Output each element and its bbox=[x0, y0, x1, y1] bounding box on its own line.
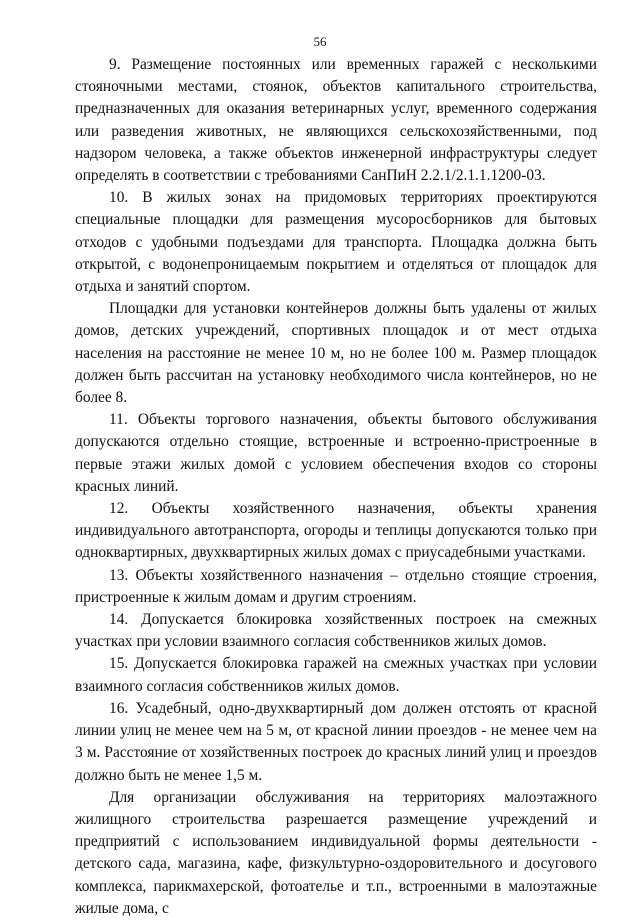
paragraph-item-12: 12. Объекты хозяйственного назначения, объекты хранения индивидуального автотранспорта, огороды и теплицы допускаются только при одноквартирных, двухквартирных жилых домах с приусадебными участками. bbox=[75, 500, 597, 562]
paragraph-item-11: 11. Объекты торгового назначения, объекты бытового обслуживания допускаются отдельно стоящие, встроенные и встроенно-пристроенные в первые этажи жилых домой с условием обеспечения входов со стороны красных линий. bbox=[75, 411, 597, 495]
paragraph-item-15: 15. Допускается блокировка гаражей на смежных участках при условии взаимного согласия собственников жилых домов. bbox=[75, 655, 597, 695]
paragraph-services: Для организации обслуживания на территориях малоэтажного жилищного строительства разрешается размещение учреждений и предприятий с использованием индивидуальной формы деятельности - детского сада, магазина, кафе, физкультурно-оздоровительного и досугового комплекса, парикмахерской, фотоателье и т.п., встроенными в малоэтажные жилые дома, с bbox=[75, 788, 597, 917]
paragraph-item-9: 9. Размещение постоянных или временных гаражей с несколькими стояночными местами, стоянок, объектов капитального строительства, предназначенных для оказания ветеринарных услуг, временного содержания или разведения животных, не являющихся сельскохозяйственными, под надзором человека, а также объектов инженерной инфраструктуры следует определять в соответствии с требованиями СанПиН 2.2.1/2.1.1.1200-03. bbox=[75, 56, 597, 185]
paragraph-containers: Площадки для установки контейнеров должны быть удалены от жилых домов, детских учреждений, спортивных площадок и от мест отдыха населения на расстояние не менее 10 м, но не более 100 м. Размер площадок должен быть рассчитан на установку необходимого числа контейнеров, но не более 8. bbox=[75, 300, 597, 407]
paragraph-item-13: 13. Объекты хозяйственного назначения – отдельно стоящие строения, пристроенные к жилым домам и другим строениям. bbox=[75, 566, 597, 606]
page-number: 56 bbox=[313, 34, 327, 49]
paragraph-item-14: 14. Допускается блокировка хозяйственных построек на смежных участках при условии взаимного согласия собственников жилых домов. bbox=[75, 611, 597, 651]
paragraph-item-16: 16. Усадебный, одно-двухквартирный дом должен отстоять от красной линии улиц не менее чем на 5 м, от красной линии проездов - не менее чем на 3 м. Расстояние от хозяйственных построек до красных линий улиц и проездов должно быть не менее 1,5 м. bbox=[75, 699, 597, 784]
body-text bbox=[75, 54, 597, 920]
paragraph-item-10: 10. В жилых зонах на придомовых территориях проектируются специальные площадки для размещения мусоросборников для бытовых отходов с удобными подъездами для транспорта. Площадка должна быть открытой, с водонепроницаемым покрытием и отделяться от площадок для отдыха и занятий спортом. bbox=[75, 189, 597, 296]
